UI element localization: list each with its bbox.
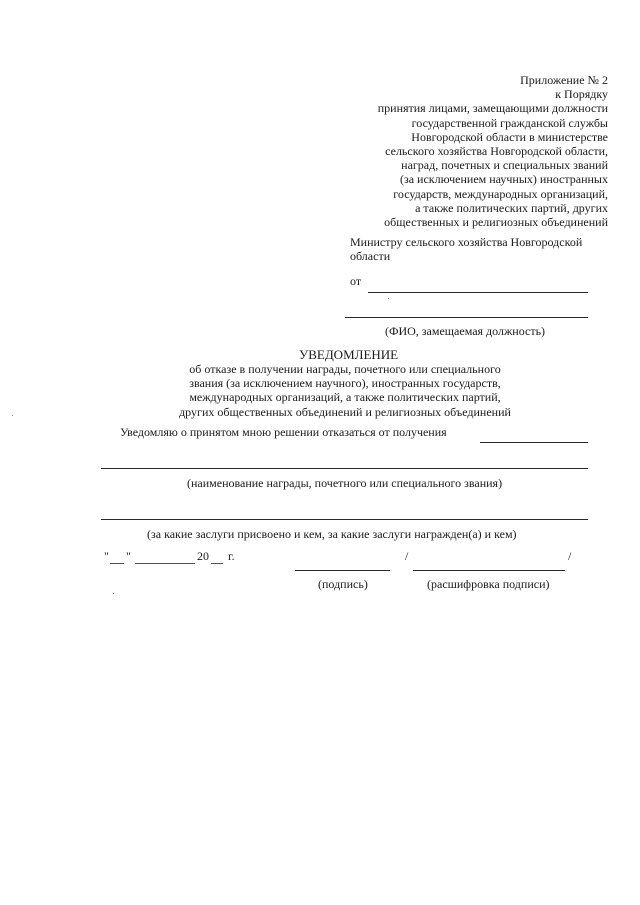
- notice-title: УВЕДОМЛЕНИЕ: [299, 347, 399, 362]
- date-quote-open: ": [104, 549, 109, 563]
- date-year-prefix: 20: [197, 549, 209, 563]
- slash-end: /: [568, 549, 572, 563]
- position-line[interactable]: [345, 317, 588, 318]
- date-month-line[interactable]: [135, 563, 195, 564]
- annex-line: к Порядку: [555, 87, 608, 102]
- notice-subtitle-line: международных организаций, а также политических партий,: [189, 390, 501, 405]
- slash: /: [405, 549, 409, 563]
- signature-decoding-line[interactable]: [413, 570, 565, 571]
- annex-line: Приложение № 2: [520, 73, 608, 87]
- annex-line: а также политических партий, других: [415, 200, 608, 215]
- addressee-line: Министру сельского хозяйства Новгородской: [350, 235, 583, 249]
- annex-line: государственной гражданской службы: [411, 115, 608, 130]
- notice-subtitle-line: звания (за исключением научного), иностранных государств,: [189, 376, 501, 391]
- addressee-line: области: [350, 249, 391, 263]
- statement-text: Уведомляю о принятом мною решении отказаться от получения: [120, 425, 447, 439]
- signature-caption: (подпись): [318, 577, 368, 591]
- date-year-line[interactable]: [211, 563, 223, 564]
- date-year-suffix: г.: [228, 549, 235, 563]
- from-label: от: [350, 274, 362, 288]
- date-quote-close: ": [126, 549, 131, 563]
- notice-subtitle: [130, 362, 560, 419]
- annex-line: наград, почетных и специальных званий: [401, 158, 608, 173]
- fio-caption: (ФИО, замещаемая должность): [385, 324, 546, 338]
- annex-line: (за исключением научных) иностранных: [399, 172, 608, 187]
- from-name-line[interactable]: [368, 292, 588, 293]
- merit-line[interactable]: [101, 519, 588, 520]
- annex-header: [308, 73, 608, 229]
- annex-line: Новгородской области в министерстве: [411, 129, 608, 144]
- decoding-caption: (расшифровка подписи): [427, 577, 550, 591]
- scan-speck: [388, 298, 389, 299]
- scan-speck: [113, 593, 114, 594]
- award-name-line[interactable]: [101, 468, 588, 469]
- date-day-line[interactable]: [110, 563, 124, 564]
- annex-line: государств, международных организаций,: [393, 186, 608, 201]
- scan-speck: [12, 415, 13, 416]
- notice-subtitle-line: других общественных объединений и религиозных объединений: [179, 404, 511, 419]
- annex-line: сельского хозяйства Новгородской области,: [385, 144, 608, 159]
- annex-line: общественных и религиозных объединений: [384, 215, 608, 230]
- award-caption: (наименование награды, почетного или специального звания): [187, 476, 503, 490]
- award-start-line[interactable]: [480, 442, 588, 443]
- signature-line[interactable]: [295, 570, 390, 571]
- annex-line: принятия лицами, замещающими должности: [377, 101, 608, 116]
- notice-subtitle-line: об отказе в получении награды, почетного или специального: [189, 362, 501, 376]
- merit-caption: (за какие заслуги присвоено и кем, за какие заслуги награжден(а) и кем): [147, 527, 517, 541]
